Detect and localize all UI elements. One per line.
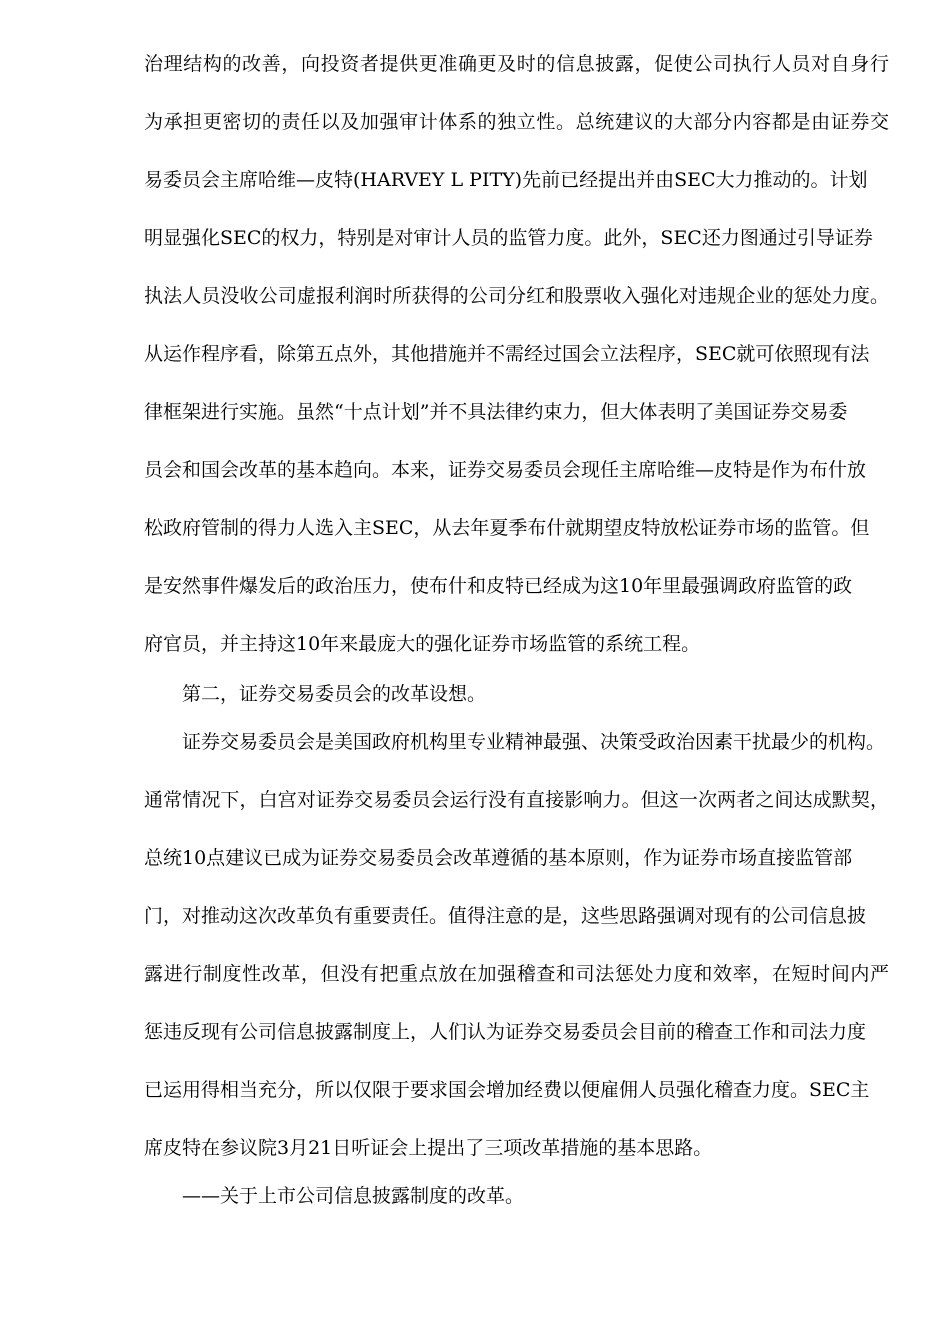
paragraph-line: 律框架进行实施。虽然“十点计划”并不具法律约束力，但大体表明了美国证券交易委: [144, 401, 848, 423]
paragraph-line: 明显强化SEC的权力，特别是对审计人员的监管力度。此外，SEC还力图通过引导证券: [144, 227, 873, 249]
paragraph-line: 总统10点建议已成为证券交易委员会改革遵循的基本原则，作为证券市场直接监管部: [144, 847, 853, 869]
paragraph-line: 门，对推动这次改革负有重要责任。值得注意的是，这些思路强调对现有的公司信息披: [144, 905, 867, 927]
paragraph-line: 松政府管制的得力人选入主SEC，从去年夏季布什就期望皮特放松证券市场的监管。但: [144, 517, 870, 539]
paragraph-line: 治理结构的改善，向投资者提供更准确更及时的信息披露，促使公司执行人员对自身行: [144, 53, 889, 75]
paragraph-line: 执法人员没收公司虚报利润时所获得的公司分红和股票收入强化对违规企业的惩处力度。: [144, 285, 889, 307]
paragraph-line: 露进行制度性改革，但没有把重点放在加强稽查和司法惩处力度和效率，在短时间内严: [144, 963, 889, 985]
paragraph-line: 已运用得相当充分，所以仅限于要求国会增加经费以便雇佣人员强化稽查力度。SEC主: [144, 1079, 870, 1101]
paragraph-line: 惩违反现有公司信息披露制度上，人们认为证券交易委员会目前的稽查工作和司法力度: [144, 1021, 867, 1043]
section-heading: ——关于上市公司信息披露制度的改革。: [182, 1185, 525, 1207]
paragraph-line: 府官员，并主持这10年来最庞大的强化证券市场监管的系统工程。: [144, 633, 701, 655]
paragraph-line: 证券交易委员会是美国政府机构里专业精神最强、决策受政治因素干扰最少的机构。: [182, 731, 886, 753]
paragraph-line: 为承担更密切的责任以及加强审计体系的独立性。总统建议的大部分内容都是由证券交: [144, 111, 889, 133]
paragraph-line: 从运作程序看，除第五点外，其他措施并不需经过国会立法程序，SEC就可依照现有法: [144, 343, 870, 365]
paragraph-line: 易委员会主席哈维—皮特(HARVEY L PITY)先前已经提出并由SEC大力推动的。计划: [144, 169, 868, 191]
paragraph-line: 员会和国会改革的基本趋向。本来，证券交易委员会现任主席哈维—皮特是作为布什放: [144, 459, 867, 481]
section-heading: 第二，证券交易委员会的改革设想。: [182, 683, 487, 705]
paragraph-line: 通常情况下，白宫对证券交易委员会运行没有直接影响力。但这一次两者之间达成默契，: [144, 789, 889, 811]
paragraph-line: 席皮特在参议院3月21日听证会上提出了三项改革措施的基本思路。: [144, 1137, 713, 1159]
paragraph-line: 是安然事件爆发后的政治压力，使布什和皮特已经成为这10年里最强调政府监管的政: [144, 575, 853, 597]
